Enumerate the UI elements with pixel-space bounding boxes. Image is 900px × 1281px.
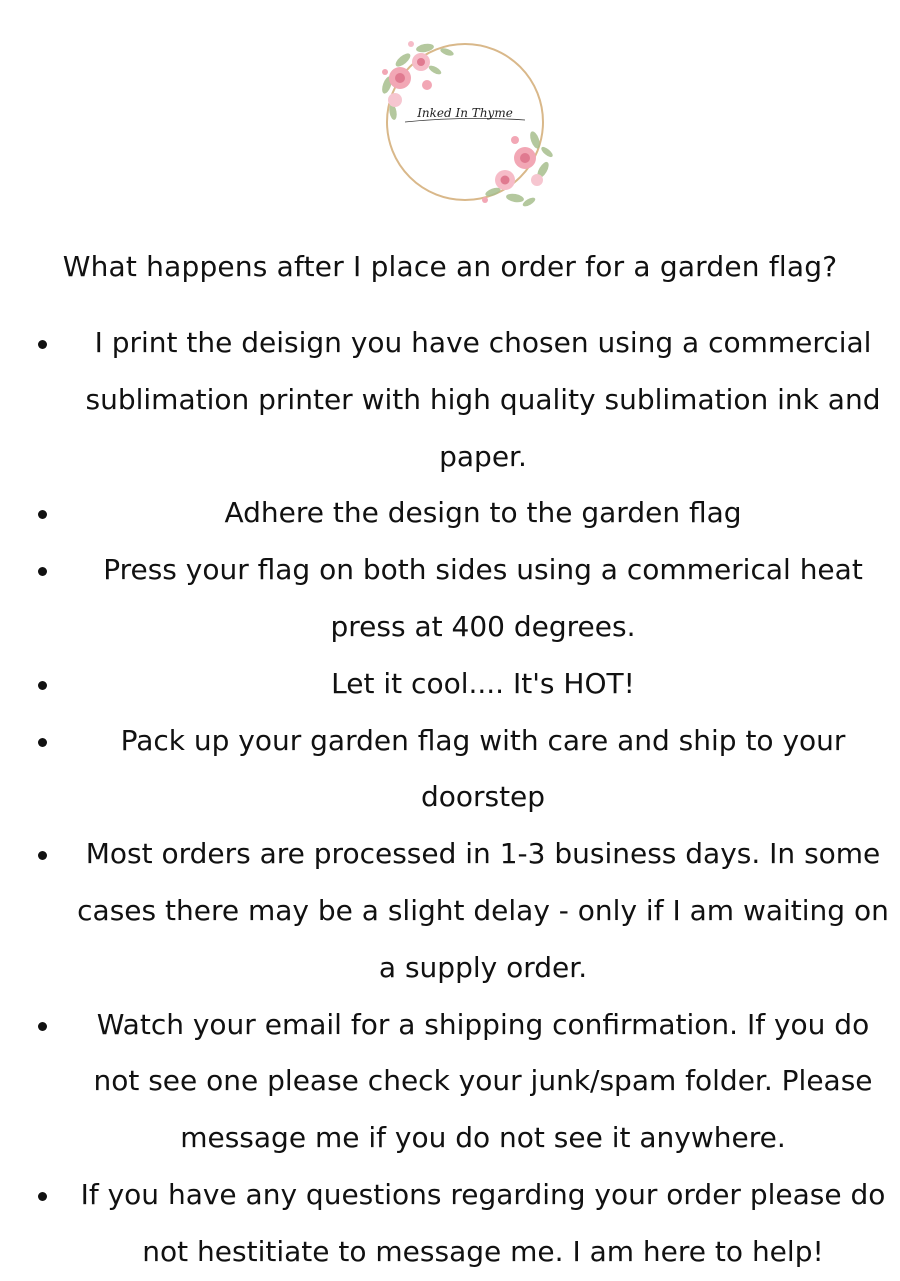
list-item-text: If you have any questions regarding your order please do not hestitiate to message me. I am here to help! <box>80 1177 886 1268</box>
bullet-icon <box>38 851 47 860</box>
bullet-icon <box>38 681 47 690</box>
bullet-icon <box>38 510 47 519</box>
bullet-icon <box>38 1022 47 1031</box>
page-heading: What happens after I place an order for a garden flag? <box>62 250 838 283</box>
list-item <box>0 485 900 542</box>
list-item <box>0 713 900 827</box>
list-item <box>0 315 900 485</box>
list-item-text: Let it cool.... It's HOT! <box>331 666 635 700</box>
steps-list <box>0 315 900 1281</box>
list-item <box>0 542 900 656</box>
bullet-icon <box>38 738 47 747</box>
list-item-text: I print the deisign you have chosen using a commercial sublimation printer with high quality sublimation ink and paper. <box>85 326 881 473</box>
floral-wreath-logo <box>365 30 565 215</box>
list-item-text: Most orders are processed in 1-3 business days. In some cases there may be a slight delay - only if I am waiting on a supply order. <box>77 837 889 984</box>
list-item-text: Watch your email for a shipping confirmation. If you do not see one please check your junk/spam folder. Please message me if you do not see it anywhere. <box>93 1007 873 1155</box>
logo <box>365 30 565 215</box>
list-item <box>0 997 900 1167</box>
bullet-icon <box>38 1192 47 1201</box>
list-item-text: Press your flag on both sides using a commerical heat press at 400 degrees. <box>103 553 863 643</box>
bullet-icon <box>38 340 47 349</box>
list-item-text: Adhere the design to the garden flag <box>224 496 742 530</box>
list-item <box>0 1167 900 1281</box>
list-item <box>0 826 900 996</box>
list-item <box>0 656 900 713</box>
list-item-text: Pack up your garden flag with care and ship to your doorstep <box>120 723 846 814</box>
bullet-icon <box>38 567 47 576</box>
logo-text: Inked In Thyme <box>417 106 513 120</box>
